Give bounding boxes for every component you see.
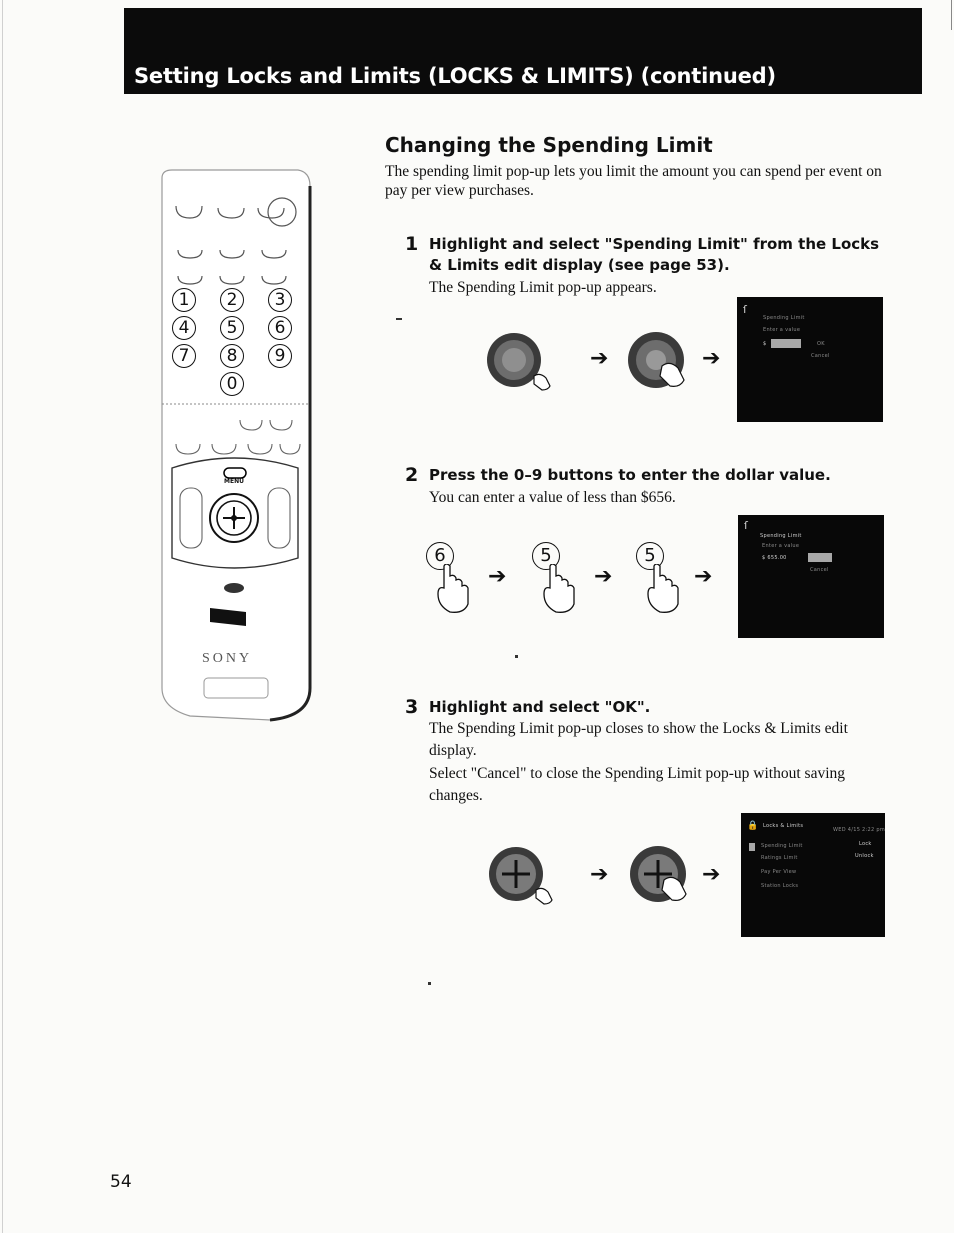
remote-brand-label: SONY	[202, 651, 253, 666]
screen-line: WED 4/15 2:22 pm	[833, 827, 886, 833]
scan-mark	[428, 982, 431, 985]
remote-digit-0: 0	[220, 372, 244, 396]
screen-highlight	[771, 339, 801, 348]
screen-line: Spending Limit	[761, 843, 803, 849]
step-3-body-cancel: Select "Cancel" to close the Spending Limit pop-up without saving changes.	[429, 765, 846, 804]
screen-line: Cancel	[811, 353, 830, 359]
remote-digit-7: 7	[172, 344, 196, 368]
page-number: 54	[110, 1172, 132, 1192]
screen-line: $	[763, 341, 767, 347]
step-3-heading: Highlight and select "OK".	[429, 698, 651, 716]
step-2-number: 2	[405, 464, 419, 486]
step-3-body: The Spending Limit pop-up closes to show the Locks & Limits edit display.	[429, 720, 848, 759]
arrow-icon: ➔	[590, 862, 609, 887]
joystick-press-icon	[486, 332, 556, 397]
step-2-heading: Press the 0–9 buttons to enter the dollar value.	[429, 466, 831, 484]
remote-digit-2: 2	[220, 288, 244, 312]
scan-mark	[396, 318, 402, 320]
page-header-title: Setting Locks and Limits (LOCKS & LIMITS) (continued)	[134, 64, 776, 88]
arrow-icon: ➔	[702, 862, 721, 887]
remote-digit-9: 9	[268, 344, 292, 368]
screen-line: Pay Per View	[761, 869, 797, 875]
step-1-heading: Highlight and select "Spending Limit" from the Locks & Limits edit display (see page 53).	[429, 235, 880, 274]
section-title: Changing the Spending Limit	[385, 133, 713, 157]
screen-highlight	[749, 843, 755, 851]
remote-control-illustration	[150, 168, 325, 728]
arrow-icon: ➔	[694, 564, 713, 589]
key-6-button: 6	[426, 542, 454, 570]
step-1-number: 1	[405, 233, 419, 255]
screen-line: Ratings Limit	[761, 855, 798, 861]
screen-line: Cancel	[810, 567, 829, 573]
section-intro: The spending limit pop-up lets you limit the amount you can spend per event on pay per view purchases.	[385, 163, 882, 199]
remote-digit-8: 8	[220, 344, 244, 368]
remote-digit-5: 5	[220, 316, 244, 340]
arrow-icon: ➔	[488, 564, 507, 589]
screen-line: Spending Limit	[760, 533, 802, 539]
screen-line: OK	[817, 341, 825, 347]
screen-cursor-icon: ſ	[743, 303, 748, 316]
arrow-icon: ➔	[702, 346, 721, 371]
key-press-5b	[636, 542, 682, 614]
screen-cursor-icon: ſ	[744, 519, 749, 532]
arrow-icon: ➔	[590, 346, 609, 371]
tv-screen-spending-popup	[737, 297, 883, 422]
screen-line: Enter a value	[763, 327, 801, 333]
screen-line: Locks & Limits	[763, 823, 804, 829]
header-banner	[124, 8, 922, 94]
joystick-press-icon	[488, 846, 558, 911]
remote-digit-4: 4	[172, 316, 196, 340]
remote-menu-label: MENU	[224, 478, 244, 485]
screen-line: Station Locks	[761, 883, 799, 889]
joystick-select-icon	[626, 330, 696, 399]
joystick-select-icon	[628, 844, 698, 913]
remote-digit-grid	[172, 288, 292, 396]
remote-digit-1: 1	[172, 288, 196, 312]
remote-digit-3: 3	[268, 288, 292, 312]
key-5-button: 5	[636, 542, 664, 570]
remote-icon	[150, 168, 325, 728]
step-3-number: 3	[405, 696, 419, 718]
step-2-body: You can enter a value of less than $656.	[429, 489, 676, 506]
screen-line: Enter a value	[762, 543, 800, 549]
scan-mark	[515, 655, 518, 658]
screen-lock-icon: 🔒	[747, 821, 759, 831]
key-5-button: 5	[532, 542, 560, 570]
screen-highlight	[808, 553, 832, 562]
screen-line: Unlock	[855, 853, 874, 859]
arrow-icon: ➔	[594, 564, 613, 589]
step-1-body: The Spending Limit pop-up appears.	[429, 279, 657, 296]
page-edge	[2, 0, 3, 1233]
finger-icon	[436, 564, 472, 614]
finger-icon	[646, 564, 682, 614]
finger-icon	[542, 564, 578, 614]
key-press-5a	[532, 542, 578, 614]
tv-screen-spending-entry	[738, 515, 884, 638]
remote-digit-6: 6	[268, 316, 292, 340]
key-press-6	[426, 542, 472, 614]
tv-screen-locks-limits	[741, 813, 885, 937]
screen-line: $ 655.00	[762, 555, 787, 561]
screen-line: Lock	[859, 841, 872, 847]
screen-line: Spending Limit	[763, 315, 805, 321]
page-edge-right	[951, 0, 952, 30]
